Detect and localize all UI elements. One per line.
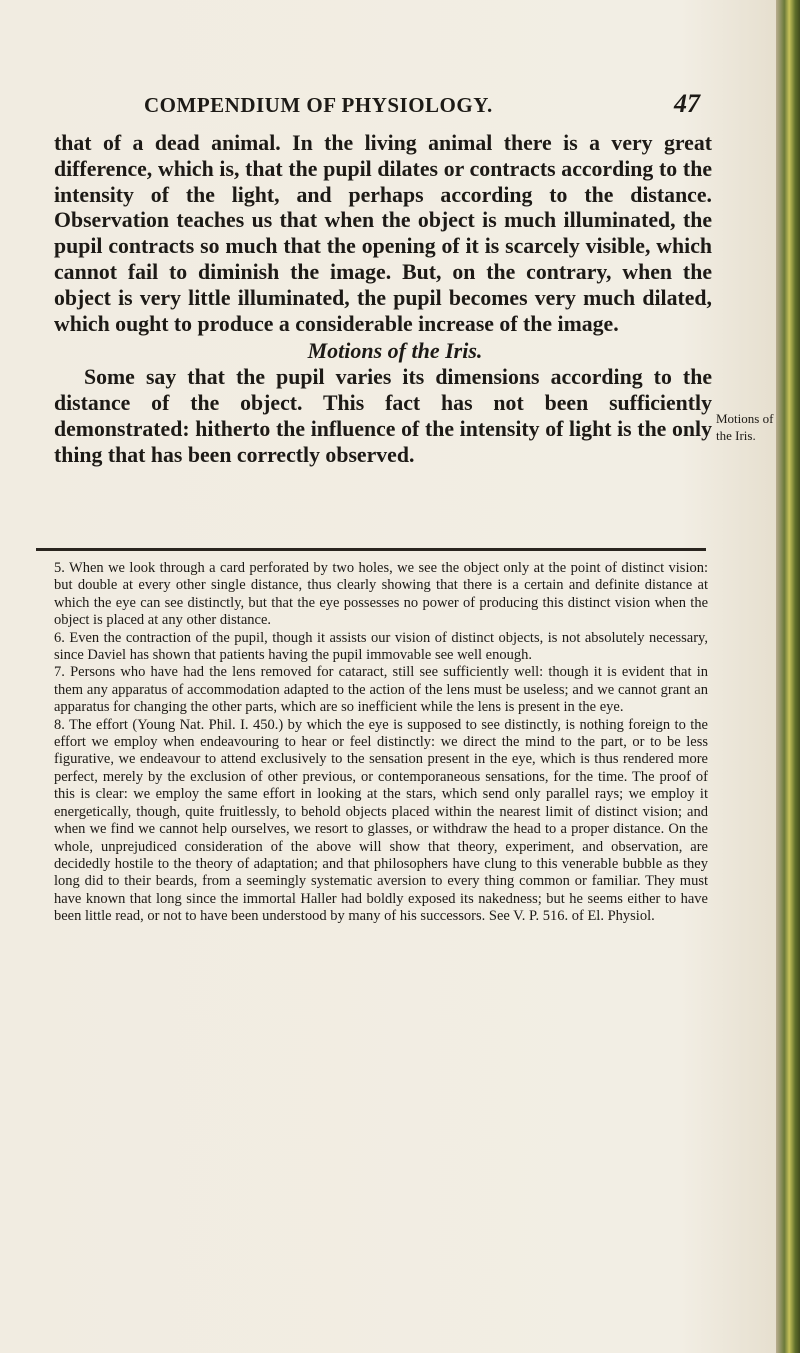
body-paragraph-1: that of a dead animal. In the living animal there is a very great difference, which is, that the pupil dilates or contracts according to the intensity of the light, and perhaps according to the distance. Observation teaches us that when the object is much illuminated, the pupil contracts so much that the opening of it is scarcely visible, which cannot fail to diminish the image. But, on the contrary, when the object is very little illuminated, the pupil becomes very much dilated, which ought to produce a considerable increase of the image. — [54, 131, 712, 336]
book-binding-edge — [776, 0, 800, 1353]
margin-note-line-1: Motions of — [716, 411, 774, 426]
footnotes — [54, 560, 708, 926]
section-heading: Motions of the Iris. — [307, 338, 483, 364]
footnote-7: 7. Persons who have had the lens removed for cataract, still see sufficiently well: though it is evident that in them any apparatus of accommodation adapted to the action of the lens must be useless; and we cannot grant an apparatus for changing the other parts, which are so inefficient while the lens is present in the eye. — [54, 664, 708, 716]
margin-note-line-2: the Iris. — [716, 428, 756, 443]
page-header — [144, 89, 700, 123]
footnote-5: 5. When we look through a card perforated by two holes, we see the object only at the point of distinct vision: but double at every other single distance, thus clearly showing that there is a certain and definite distance at which the eye can see distinctly, but that the eye possesses no power of producing this distinct vision when the object is placed at any other distance. — [54, 560, 708, 629]
footnote-6: 6. Even the contraction of the pupil, though it assists our vision of distinct objects, is not absolutely necessary, since Daviel has shown that patients having the pupil immovable see well enough. — [54, 629, 708, 664]
margin-note — [716, 410, 786, 444]
page-number: 47 — [674, 89, 700, 118]
body-paragraph-2: Some say that the pupil varies its dimensions according to the distance of the object. This fact has not been sufficiently demonstrated: hitherto the influence of the intensity of light is the only thing that has been correctly observed. — [54, 365, 712, 467]
running-title: COMPENDIUM OF PHYSIOLOGY. — [144, 93, 493, 117]
main-text — [54, 131, 712, 469]
footnote-8: 8. The effort (Young Nat. Phil. I. 450.) by which the eye is supposed to see distinctly, is nothing foreign to the effort we employ when endeavouring to hear or feel distinctly: we direct the mind to the part, or to be less figurative, we endeavour to attend exclusively to the sensation present in the eye, which is thus rendered more perfect, merely by the exclusion of other previous, or contemporaneous sensations, for the time. The proof of this is clear: we employ the same effort in looking at the stars, which send only parallel rays; we employ it energetically, though, quite fruitlessly, to behold objects placed within the nearest limit of distinct vision; and when we find we cannot help ourselves, we resort to glasses, or withdraw the head to a proper distance. On the whole, unprejudiced consideration of the above will show that theory, experiment, and observation, are decidedly hostile to the theory of adaptation; and that philosophers have clung to this venerable bubble as they long did to their beards, from a seemingly systematic aversion to every thing common or familiar. They must have known that long since the immortal Haller had boldly exposed its nakedness; but he seems either to have been little read, or not to have been understood by many of his successors. See V. P. 516. of El. Physiol. — [54, 716, 708, 925]
footnote-divider — [36, 548, 706, 551]
